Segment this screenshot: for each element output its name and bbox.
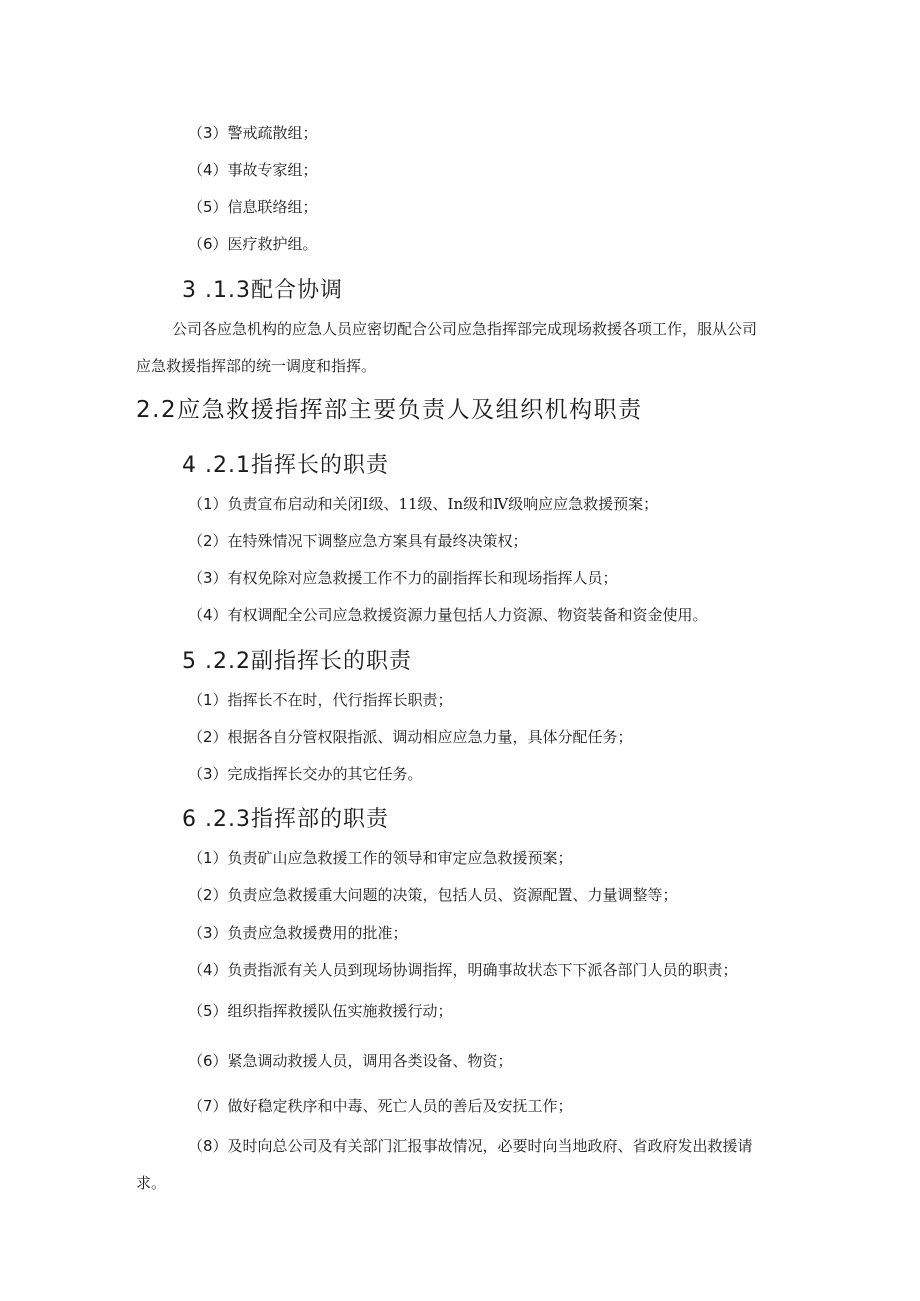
item-text: 负责矿山应急救援工作的领导和审定应急救援预案； xyxy=(227,849,573,867)
item-text: 及时向总公司及有关部门汇报事故情况，必要时向当地政府、省政府发出救援请 xyxy=(227,1137,753,1155)
list-item xyxy=(188,1136,753,1156)
list-item xyxy=(188,123,318,143)
item-text: 负责应急救援重大问题的决策，包括人员、资源配置、力量调整等； xyxy=(227,886,678,904)
item-text: 根据各自分管权限指派、调动相应应急力量，具体分配任务； xyxy=(227,728,633,746)
list-item xyxy=(188,727,633,747)
list-item xyxy=(188,1096,573,1116)
list-item xyxy=(188,531,528,551)
item-text: 完成指挥长交办的其它任务。 xyxy=(227,765,423,783)
list-item xyxy=(188,160,318,180)
paragraph-line: 公司各应急机构的应急人员应密切配合公司应急指挥部完成现场救援各项工作，服从公司 xyxy=(172,320,758,338)
paragraph-line: 应急救援指挥部的统一调度和指挥。 xyxy=(136,357,377,375)
item-number: （2） xyxy=(188,532,228,550)
item-text: 有权调配全公司应急救援资源力量包括人力资源、物资装备和资金使用。 xyxy=(227,606,708,624)
item-number: （2） xyxy=(188,728,228,746)
item-text: 做好稳定秩序和中毒、死亡人员的善后及安抚工作； xyxy=(227,1097,573,1115)
item-number: （8） xyxy=(188,1137,228,1155)
section-heading-2-2-2: 5 .2.2副指挥长的职责 xyxy=(182,649,412,674)
item-number: （3） xyxy=(188,124,228,142)
section-heading-2-2-3: 6 .2.3指挥部的职责 xyxy=(182,807,389,832)
item-number: （3） xyxy=(188,765,228,783)
list-item xyxy=(188,764,423,784)
section-heading-2-2: 2.2应急救援指挥部主要负责人及组织机构职责 xyxy=(136,397,643,423)
item-number: （1） xyxy=(188,495,228,513)
item-number: （4） xyxy=(188,606,228,624)
list-item xyxy=(188,923,408,943)
item-text: 信息联络组； xyxy=(227,198,318,216)
item-number: （3） xyxy=(188,569,228,587)
item-text: 在特殊情况下调整应急方案具有最终决策权； xyxy=(227,532,528,550)
list-item xyxy=(188,1001,453,1021)
section-heading-1-3: 3 .1.3配合协调 xyxy=(182,278,343,303)
item-number: （7） xyxy=(188,1097,228,1115)
list-item xyxy=(188,960,738,980)
item-text: 负责指派有关人员到现场协调指挥，明确事故状态下下派各部门人员的职责； xyxy=(227,961,738,979)
item-number: （6） xyxy=(188,235,228,253)
section-heading-2-2-1: 4 .2.1指挥长的职责 xyxy=(182,453,389,478)
item-number: （3） xyxy=(188,924,228,942)
list-item xyxy=(188,848,573,868)
item-text: 指挥长不在时，代行指挥长职责； xyxy=(227,691,453,709)
paragraph-line: 求。 xyxy=(136,1174,167,1192)
list-item xyxy=(188,1051,513,1071)
list-item xyxy=(188,568,618,588)
item-number: （4） xyxy=(188,161,228,179)
item-number: （1） xyxy=(188,849,228,867)
item-text: 警戒疏散组； xyxy=(227,124,318,142)
list-item xyxy=(188,690,453,710)
list-item xyxy=(188,494,658,514)
list-item xyxy=(188,197,318,217)
item-text: 紧急调动救援人员，调用各类设备、物资； xyxy=(227,1052,513,1070)
item-number: （6） xyxy=(188,1052,228,1070)
item-text: 事故专家组； xyxy=(227,161,318,179)
item-text: 医疗救护组。 xyxy=(227,235,318,253)
item-text: 有权免除对应急救援工作不力的副指挥长和现场指挥人员； xyxy=(227,569,618,587)
item-number: （5） xyxy=(188,198,228,216)
item-text: 负责应急救援费用的批准； xyxy=(227,924,408,942)
item-number: （2） xyxy=(188,886,228,904)
item-text: 负责宣布启动和关闭Ⅰ级、11级、In级和Ⅳ级响应应急救援预案； xyxy=(227,495,659,513)
list-item xyxy=(188,605,708,625)
item-number: （5） xyxy=(188,1002,228,1020)
item-number: （1） xyxy=(188,691,228,709)
list-item xyxy=(188,234,318,254)
item-number: （4） xyxy=(188,961,228,979)
item-text: 组织指挥救援队伍实施救援行动； xyxy=(227,1002,453,1020)
list-item xyxy=(188,885,678,905)
